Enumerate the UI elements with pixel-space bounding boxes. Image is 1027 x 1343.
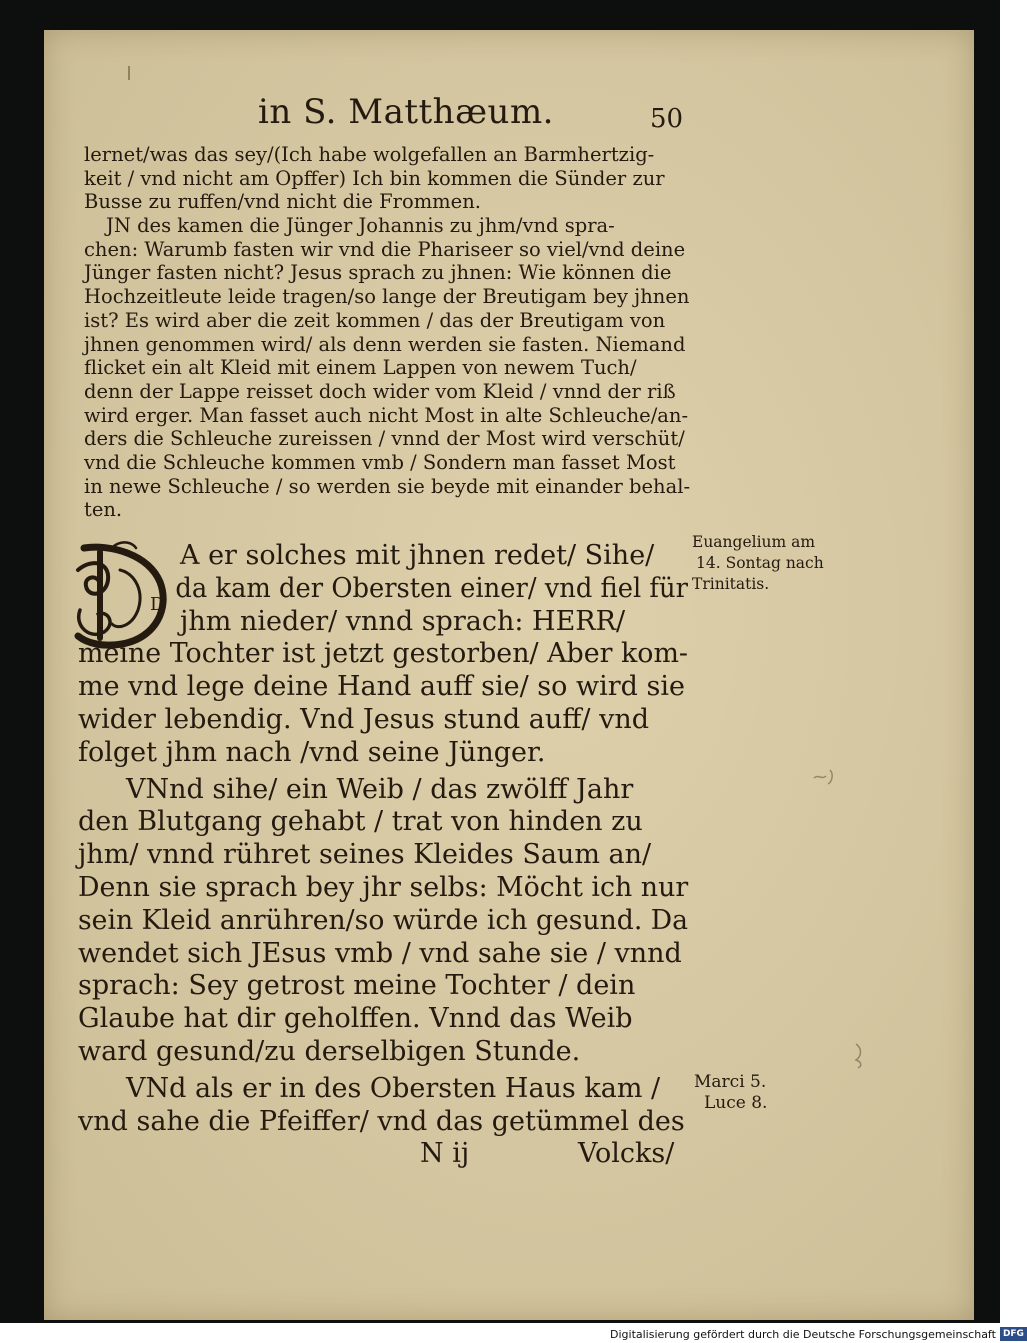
running-head: in S. Matthæum. [258,92,554,132]
text-line: A er solches mit jhnen redet/ Sihe/ [180,540,655,571]
text-line: ward gesund/zu derselbigen Stunde. [78,1035,581,1067]
text-line: JN des kamen die Jünger Johannis zu jhm/vnd spra- [106,214,615,238]
text-line: ders die Schleuche zureissen / vnnd der Most wird verschüt/ [84,427,685,451]
text-line: wendet sich JEsus vmb / vnd sahe sie / vnnd [78,937,682,969]
ink-smudge [850,1040,870,1070]
margin-note-line: 14. Sontag nach [696,554,824,572]
margin-note-line: Luce 8. [704,1093,768,1113]
text-line: Denn sie sprach bey jhr selbs: Möcht ich nur [78,871,689,903]
top-paragraph [84,143,704,522]
text-line: keit / vnd nicht am Opffer) Ich bin kommen die Sünder zur [84,166,665,190]
text-line: folget jhm nach /vnd seine Jünger. [78,736,546,768]
initial-letter: D [150,594,165,615]
signature-mark: N ij [420,1138,470,1169]
gospel-paragraph [78,540,688,1138]
text-line: jhm/ vnnd rühret seines Kleides Saum an/ [78,839,652,871]
ink-smudge [124,64,134,84]
text-line: vnd sahe die Pfeiffer/ vnd das getümmel des [78,1105,685,1137]
text-line: VNd als er in des Obersten Haus kam / [126,1072,661,1104]
margin-note-gospel [692,532,824,595]
dfg-logo: DFG [1000,1327,1027,1341]
text-line: VNnd sihe/ ein Weib / das zwölff Jahr [126,773,634,805]
text-line: Jünger fasten nicht? Jesus sprach zu jhnen: Wie können die [84,261,672,285]
text-line: da kam der Obersten einer/ vnd fiel für [175,572,688,604]
text-line: wider lebendig. Vnd Jesus stund auff/ vnd [78,703,649,735]
margin-note-line: Marci 5. [694,1072,767,1092]
credit-text: Digitalisierung gefördert durch die Deutsche Forschungsgemeinschaft [610,1327,996,1341]
text-line: denn der Lappe reisset doch wider vom Kleid / vnnd der riß [84,379,676,403]
text-line: ten. [84,498,123,522]
margin-note-line: Trinitatis. [692,575,770,593]
text-line: den Blutgang gehabt / trat von hinden zu [78,806,643,838]
ink-smudge [810,760,840,790]
text-line: meine Tochter ist jetzt gestorben/ Aber kom- [78,638,688,670]
text-line: Hochzeitleute leide tragen/so lange der Breutigam bey jhnen [84,285,690,309]
text-line: sprach: Sey getrost meine Tochter / dein [78,970,636,1002]
page-number: 50 [650,104,684,134]
text-line: Glaube hat dir geholffen. Vnnd das Weib [78,1003,633,1035]
text-line: ist? Es wird aber die zeit kommen / das der Breutigam von [84,308,666,332]
text-line: jhnen genommen wird/ als denn werden sie fasten. Niemand [84,332,686,356]
digitization-credit [610,1326,1027,1342]
margin-note-line: Euangelium am [692,533,816,551]
text-line: chen: Warumb fasten wir vnd die Phariseer so viel/vnd deine [84,237,686,261]
text-line: vnd die Schleuche kommen vmb / Sondern man fasset Most [84,450,676,474]
margin-note-reference [694,1072,767,1114]
text-line: jhm nieder/ vnnd sprach: HERR/ [180,605,626,637]
text-line: Busse zu ruffen/vnd nicht die Frommen. [84,190,481,214]
text-line: me vnd lege deine Hand auff sie/ so wird sie [78,671,685,703]
text-line: flicket ein alt Kleid mit einem Lappen von newem Tuch/ [84,356,637,380]
text-line: in newe Schleuche / so werden sie beyde mit einander behal- [84,474,691,498]
text-line: wird erger. Man fasset auch nicht Most in alte Schleuche/an- [84,403,689,427]
catchword: Volcks/ [578,1138,675,1169]
text-line: lernet/was das sey/(Ich habe wolgefallen an Barmhertzig- [84,143,655,166]
text-line: sein Kleid anrühren/so würde ich gesund. Da [78,904,689,936]
